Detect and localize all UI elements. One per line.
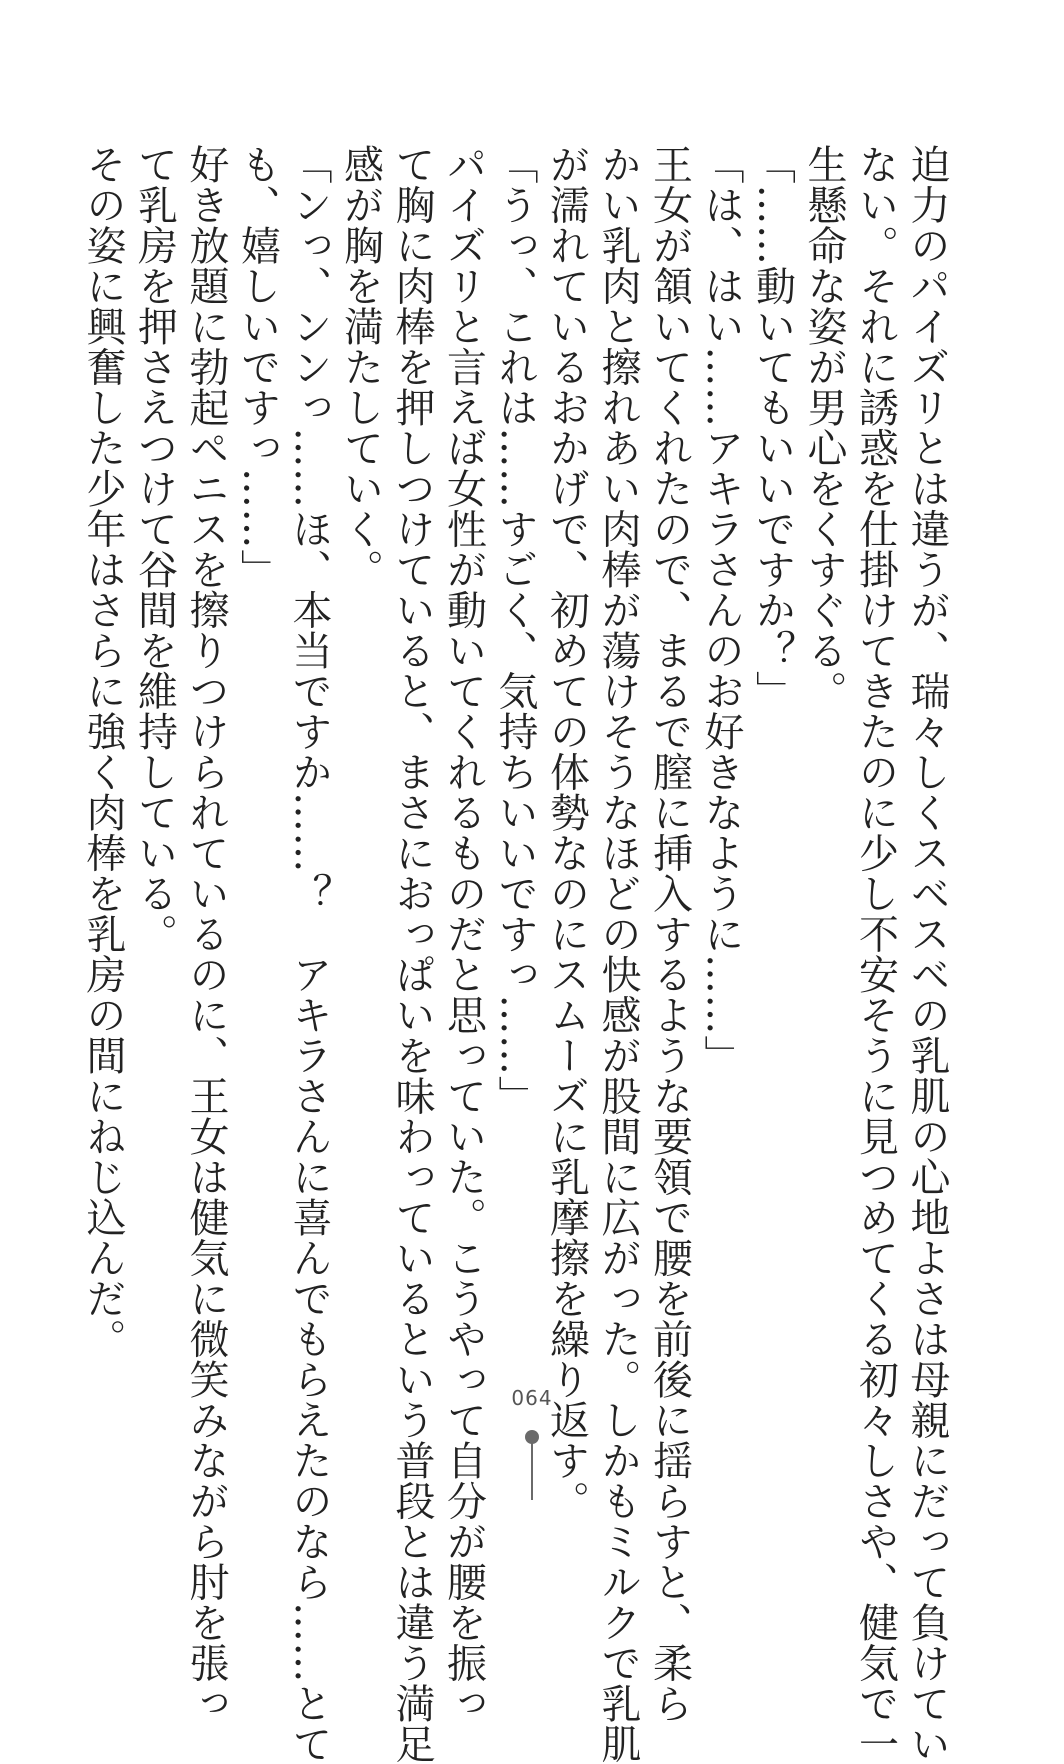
page-number: 064 (511, 1386, 553, 1410)
text-line: 王女が頷いてくれたので、まるで膣に挿入するような要領で腰を前後に揺らすと、柔ら (646, 144, 693, 1724)
page-marker-dot (525, 1430, 539, 1444)
text-line: 好き放題に勃起ペニスを擦りつけられているのに、王女は健気に微笑みながら肘を張っ (183, 144, 229, 1724)
text-line: パイズリと言えば女性が動いてくれるものだと思っていた。こうやって自分が腰を振っ (440, 144, 487, 1724)
text-line: 感が胸を満たしていく。 (337, 144, 384, 590)
text-line: 「うっ、これは……すごく、気持ちいいですっ……」 (492, 144, 538, 1116)
text-line: 迫力のパイズリとは違うが、瑞々しくスベスベの乳肌の心地よさは母親にだって負けてい (904, 144, 950, 1764)
text-line: 「は、はい……アキラさんのお好きなように……」 (698, 144, 744, 1076)
text-line: かい乳肉と擦れあい肉棒が蕩けそうなほどの快感が股間に広がった。しかもミルクで乳肌 (595, 144, 641, 1764)
text-line: て胸に肉棒を押しつけていると、まさにおっぱいを味わっているという普段とは違う満足 (389, 144, 435, 1764)
text-line: 生懸命な姿が男心をくすぐる。 (801, 144, 847, 711)
text-line: も、嬉しいですっ……」 (234, 144, 281, 590)
text-line: 「……動いてもいいですか？」 (749, 144, 796, 711)
text-line: て乳房を押さえつけて谷間を維持している。 (131, 144, 178, 954)
text-line: ない。それに誘惑を仕掛けてきたのに少し不安そうに見つめてくる初々しさや、健気で一 (852, 144, 899, 1764)
text-line: 「ンっ、ンンっ……ほ、本当ですか……？ アキラさんに喜んでもらえたのなら……とて (286, 144, 332, 1764)
page-marker-icon (531, 1430, 533, 1500)
text-line: が濡れているおかげで、初めての体勢なのにスムーズに乳摩擦を繰り返す。 (543, 144, 590, 1521)
page-marker-line (531, 1440, 533, 1500)
text-line: その姿に興奮した少年はさらに強く肉棒を乳房の間にねじ込んだ。 (80, 144, 126, 1359)
